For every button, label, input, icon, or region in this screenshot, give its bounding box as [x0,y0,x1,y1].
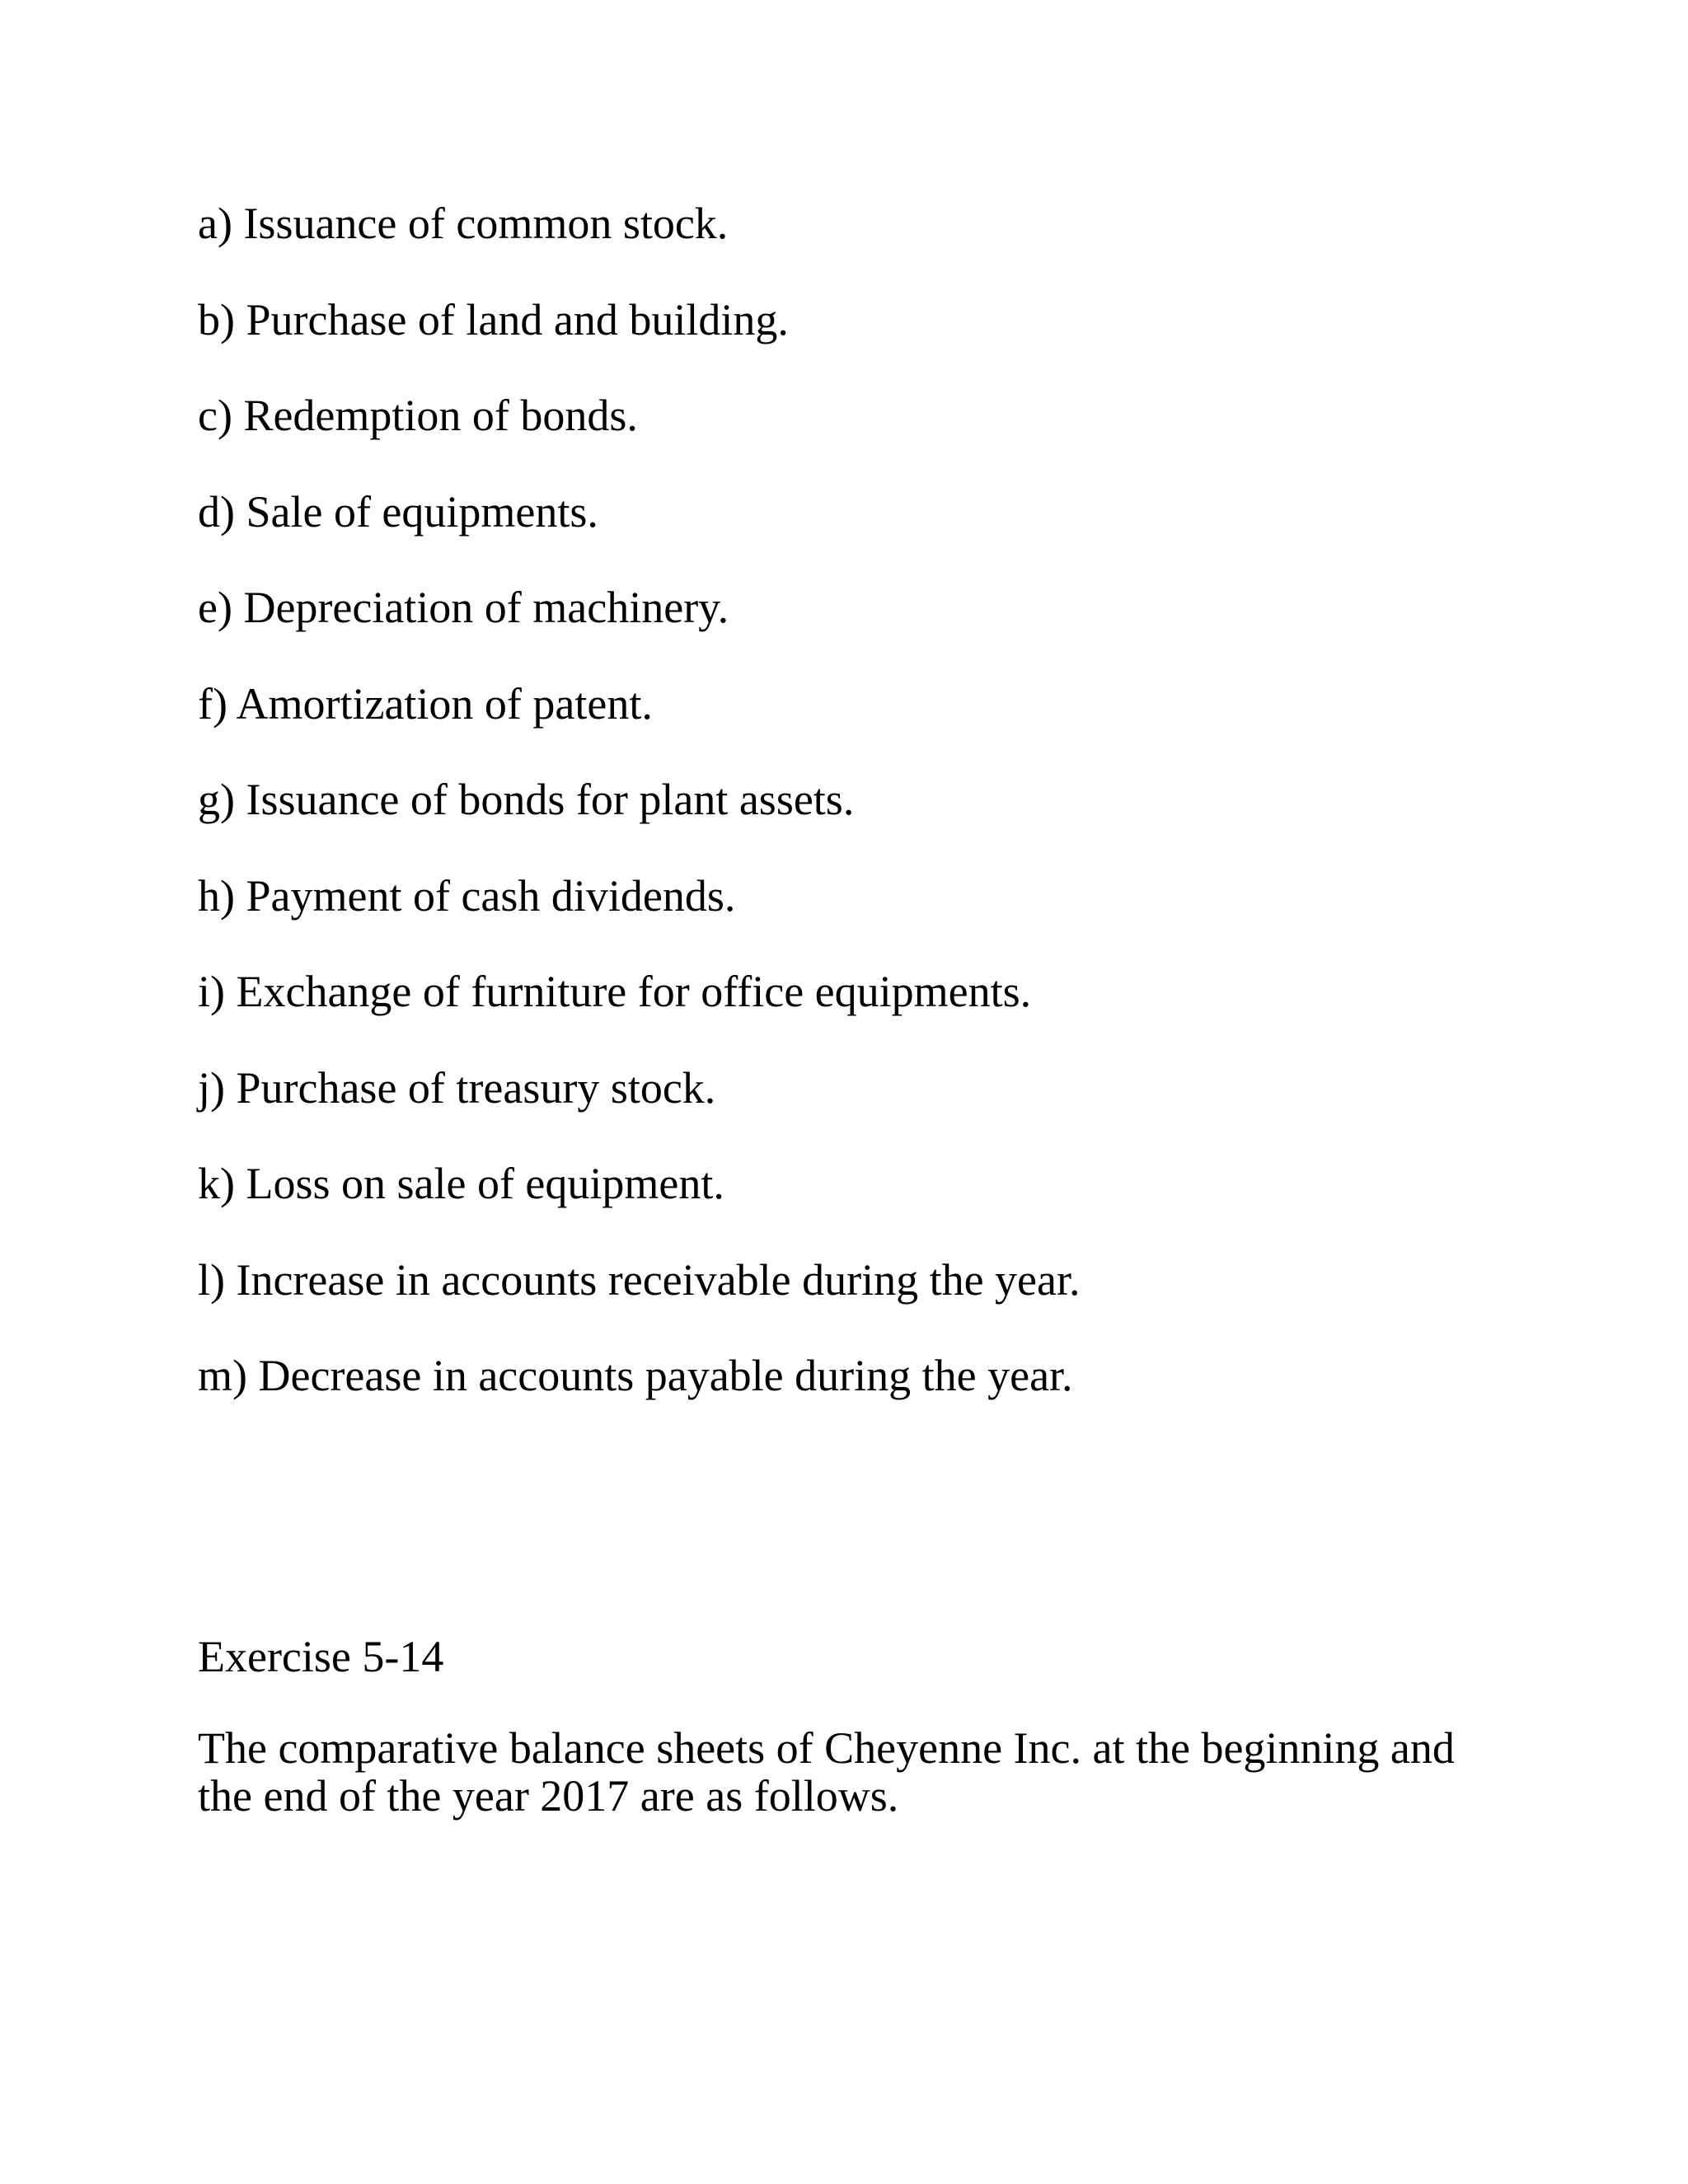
list-item: d) Sale of equipments. [198,486,598,537]
list-item: k) Loss on sale of equipment. [198,1159,724,1208]
list-item: a) Issuance of common stock. [198,199,729,248]
list-item: j) Purchase of treasury stock. [198,1062,716,1113]
paragraph-line: The comparative balance sheets of Cheyenne Inc. at the beginning and [198,1723,1455,1773]
paragraph-line: the end of the year 2017 are as follows. [198,1771,899,1821]
exercise-heading: Exercise 5-14 [198,1632,444,1681]
list-item: e) Depreciation of machinery. [198,583,729,632]
list-item: b) Purchase of land and building. [198,294,789,344]
list-item: h) Payment of cash dividends. [198,870,736,921]
list-item: c) Redemption of bonds. [198,391,638,440]
list-item: m) Decrease in accounts payable during the year. [198,1351,1073,1400]
list-item: f) Amortization of patent. [198,678,653,729]
exercise-paragraph [198,1724,1533,1820]
list-item: g) Issuance of bonds for plant assets. [198,775,855,824]
list-item: l) Increase in accounts receivable during the year. [198,1254,1081,1305]
transaction-list [198,194,1080,1443]
list-item: i) Exchange of furniture for office equipments. [198,967,1032,1016]
